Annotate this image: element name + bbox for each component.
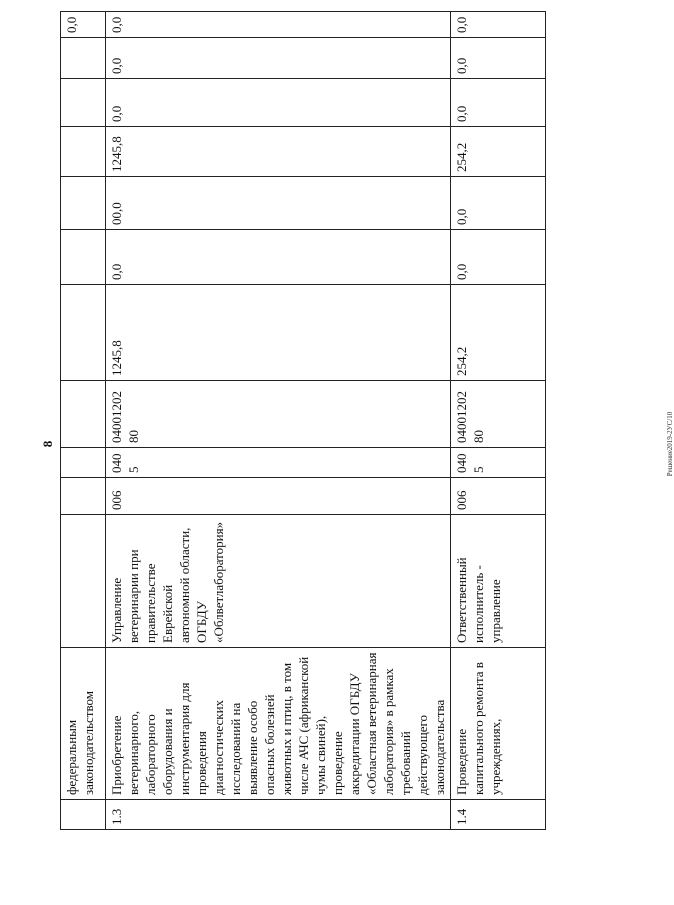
cell-total [61,285,106,381]
cell-csr [61,381,106,448]
cell-v3: 254,2 [451,127,546,177]
cell-v4: 0,0 [451,79,546,127]
budget-table [60,11,546,830]
cell-v2 [61,177,106,230]
budget-table-rotated [60,12,530,830]
cell-v4: 0,0 [106,79,451,127]
cell-v2: 00,0 [106,177,451,230]
cell-v3 [61,127,106,177]
cell-v6: 0,0 [451,12,546,38]
cell-no: 1.4 [451,800,546,830]
cell-v5: 0,0 [106,38,451,79]
cell-total: 1245,8 [106,285,451,381]
cell-rzpr: 040 5 [106,448,451,478]
cell-executor: Управление ветеринарии при правительстве Еврейской автономной области, ОГБДУ «Облветлаборатория» [106,515,451,648]
cell-executor [61,515,106,648]
table-row [451,12,546,830]
cell-csr: 04001202 80 [451,381,546,448]
table-row-continuation [61,12,106,830]
cell-no: 1.3 [106,800,451,830]
cell-v1 [61,230,106,285]
cell-v6: 0,0 [61,12,106,38]
cell-v2: 0,0 [451,177,546,230]
cell-name: федеральным законодательством [61,648,106,800]
cell-no [61,800,106,830]
cell-v5: 0,0 [451,38,546,79]
cell-name: Приобретение ветеринарного, лабораторного оборудования и инструментария для проведения диагностических исследований на выявление особо опасных болезней животных и птиц, в том числе АЧС (африканской чумы свиней), проведение аккредитации ОГБДУ «Областная ветеринарная лаборатория» в рамках требований действующего законодательства [106,648,451,800]
cell-v1: 0,0 [451,230,546,285]
cell-grbs: 006 [106,478,451,515]
cell-v4 [61,79,106,127]
cell-name: Проведение капитального ремонта в учреждениях, [451,648,546,800]
cell-executor: Ответственный исполнитель - управление [451,515,546,648]
cell-rzpr: 040 5 [451,448,546,478]
page-number: 8 [40,440,55,448]
cell-total: 254,2 [451,285,546,381]
side-stamp: Решение2019-2УС/10 [666,411,674,477]
cell-rzpr [61,448,106,478]
cell-v6: 0,0 [106,12,451,38]
cell-v5 [61,38,106,79]
cell-grbs: 006 [451,478,546,515]
cell-grbs [61,478,106,515]
cell-v3: 1245,8 [106,127,451,177]
cell-v1: 0,0 [106,230,451,285]
cell-csr: 04001202 80 [106,381,451,448]
table-row [106,12,451,830]
